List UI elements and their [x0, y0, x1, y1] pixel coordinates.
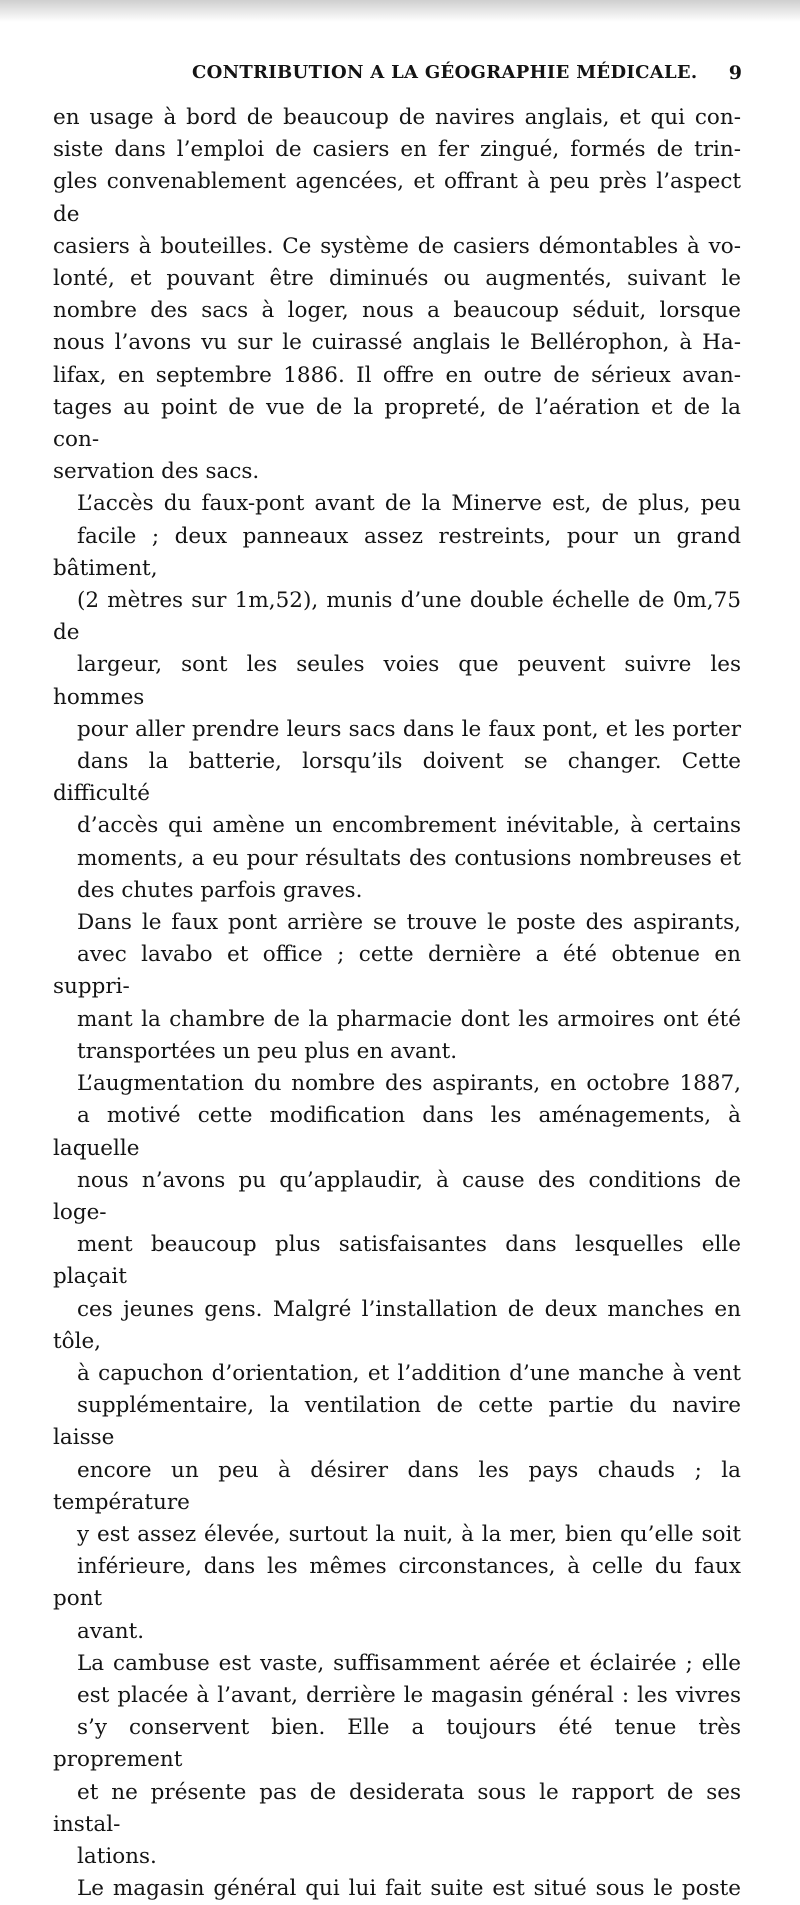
text-line: servation des sacs. [53, 459, 260, 485]
text-line: y est assez élevée, surtout la nuit, à la mer, bien qu’elle soit [77, 1521, 741, 1547]
text-line: nous l’avons vu sur le cuirassé anglais le Bellérophon, à Ha- [53, 330, 741, 356]
scan-top-shadow [0, 0, 800, 22]
text-line: encore un peu à désirer dans les pays chauds ; la température [53, 1457, 741, 1515]
text-line: largeur, sont les seules voies que peuvent suivre les hommes [53, 652, 741, 710]
text-line: tages au point de vue de la propreté, de l’aération et de la con- [53, 394, 741, 453]
text-line: d’accès qui amène un encombrement inévitable, à certains [77, 813, 741, 839]
text-line: facile ; deux panneaux assez restreints, pour un grand bâtiment, [53, 523, 741, 581]
text-line: a motivé cette modification dans les aménagements, à laquelle [53, 1103, 741, 1161]
text-line: Dans le faux pont arrière se trouve le poste des aspirants, [77, 910, 741, 936]
text-line: inférieure, dans les mêmes circonstances, à celle du faux pont [53, 1554, 741, 1612]
paragraph-1 [53, 102, 741, 488]
text-line: Le magasin général qui lui fait suite est situé sous le poste [77, 1876, 741, 1902]
text-line: des chutes parfois graves. [77, 877, 363, 903]
running-title: CONTRIBUTION A LA GÉOGRAPHIE MÉDICALE. [192, 62, 698, 83]
page-body [53, 102, 741, 1905]
text-line: siste dans l’emploi de casiers en fer zingué, formés de trin- [53, 137, 741, 163]
text-line: nous n’avons pu qu’applaudir, à cause des conditions de loge- [53, 1167, 741, 1225]
text-line: (2 mètres sur 1m,52), munis d’une double échelle de 0m,75 de [53, 588, 741, 646]
text-line: supplémentaire, la ventilation de cette partie du navire laisse [53, 1393, 741, 1451]
text-line: ment beaucoup plus satisfaisantes dans lesquelles elle plaçait [53, 1232, 741, 1290]
text-line: lifax, en septembre 1886. Il offre en outre de sérieux avan- [53, 362, 741, 388]
paragraph-4 [53, 1068, 741, 1648]
text-line: La cambuse est vaste, suffisamment aérée et éclairée ; elle [77, 1650, 741, 1676]
text-line: nombre des sacs à loger, nous a beaucoup séduit, lorsque [53, 298, 741, 324]
paragraph-5 [53, 1648, 741, 1873]
running-header [52, 62, 742, 92]
text-line: moments, a eu pour résultats des contusions nombreuses et [77, 845, 741, 871]
text-line: ces jeunes gens. Malgré l’installation de deux manches en tôle, [53, 1296, 741, 1354]
text-line: avant. [77, 1618, 145, 1644]
text-line: casiers à bouteilles. Ce système de casiers démontables à vo- [53, 233, 741, 259]
text-line: dans la batterie, lorsqu’ils doivent se changer. Cette difficulté [53, 749, 741, 807]
text-line: gles convenablement agencées, et offrant à peu près l’aspect de [53, 169, 741, 227]
text-line: et ne présente pas de desiderata sous le rapport de ses instal- [53, 1779, 741, 1837]
text-line: en usage à bord de beaucoup de navires anglais, et qui con- [53, 105, 741, 130]
text-line: L’augmentation du nombre des aspirants, en octobre 1887, [77, 1071, 741, 1097]
page-number: 9 [728, 62, 742, 84]
text-line: mant la chambre de la pharmacie dont les armoires ont été [77, 1006, 741, 1032]
text-line: s’y conservent bien. Elle a toujours été tenue très proprement [53, 1715, 741, 1773]
text-line: lonté, et pouvant être diminués ou augmentés, suivant le [53, 266, 741, 292]
paragraph-3 [53, 907, 741, 1068]
text-line: avec lavabo et office ; cette dernière a été obtenue en suppri- [53, 942, 741, 1000]
text-line: L’accès du faux-pont avant de la Minerve est, de plus, peu [77, 491, 741, 517]
paragraph-6 [53, 1873, 741, 1905]
text-line: lations. [77, 1843, 157, 1869]
text-line: à capuchon d’orientation, et l’addition d’une manche à vent [77, 1360, 741, 1386]
text-line: est placée à l’avant, derrière le magasin général : les vivres [77, 1682, 741, 1708]
paragraph-2 [53, 488, 741, 907]
text-line: pour aller prendre leurs sacs dans le faux pont, et les porter [77, 716, 741, 742]
text-line: transportées un peu plus en avant. [77, 1038, 458, 1064]
